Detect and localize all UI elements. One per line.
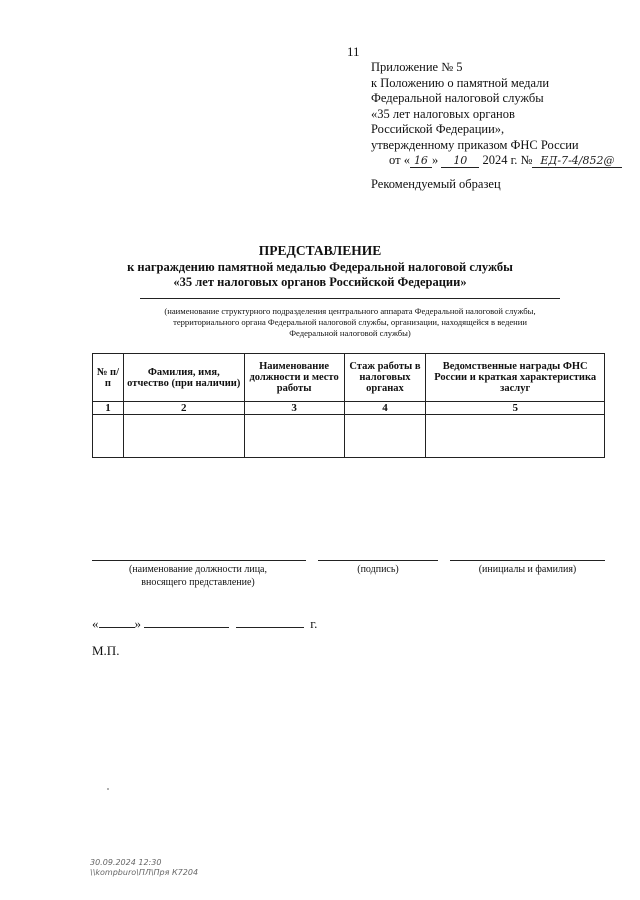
org-name-caption xyxy=(130,306,570,339)
date-month: 10 xyxy=(441,155,479,168)
table-cell[interactable] xyxy=(344,415,426,458)
month-blank[interactable] xyxy=(144,615,229,628)
year-blank[interactable] xyxy=(236,615,304,628)
date-close-quote: » xyxy=(134,616,141,631)
date-prefix: от xyxy=(389,153,401,167)
name-signature-line xyxy=(450,560,605,561)
col-header-position: Наименование должности и место работы xyxy=(244,354,344,402)
col-number: 4 xyxy=(344,402,426,415)
doc-title: ПРЕДСТАВЛЕНИЕ xyxy=(258,243,382,258)
footer-path: \\kompburo\ПЛ\Пря К7204 xyxy=(90,868,199,877)
table-cell[interactable] xyxy=(426,415,605,458)
appendix-block xyxy=(371,60,622,169)
col-header-number: № п/п xyxy=(93,354,124,402)
col-number: 3 xyxy=(244,402,344,415)
col-header-awards: Ведомственные награды ФНС России и краткая характеристика заслуг xyxy=(426,354,605,402)
appendix-line: Приложение № 5 xyxy=(371,60,463,74)
submission-date-line xyxy=(92,615,317,632)
org-caption-line: территориального органа Федеральной налоговой службы, организации, находящейся в ведении xyxy=(173,317,527,327)
signature-line xyxy=(318,560,438,561)
doc-subtitle-1: к награждению памятной медалью Федеральной налоговой службы xyxy=(127,260,513,274)
col-number: 5 xyxy=(426,402,605,415)
date-open-quote: « xyxy=(92,616,99,631)
position-signature-line xyxy=(92,560,306,561)
table-cell[interactable] xyxy=(93,415,124,458)
name-caption: (инициалы и фамилия) xyxy=(478,564,577,575)
number-prefix: г. № xyxy=(510,153,533,167)
day-blank[interactable] xyxy=(99,615,135,628)
table-cell[interactable] xyxy=(244,415,344,458)
appendix-line: Российской Федерации», xyxy=(371,122,505,136)
org-caption-line: (наименование структурного подразделения центрального аппарата Федеральной налоговой службы, xyxy=(164,306,536,316)
col-header-name: Фамилия, имя, отчество (при наличии) xyxy=(123,354,244,402)
stamp-place: М.П. xyxy=(92,643,120,658)
nominee-table xyxy=(92,353,605,458)
org-caption-line: Федеральной налоговой службы) xyxy=(289,328,411,338)
appendix-line: утвержденному приказом ФНС России xyxy=(371,137,579,152)
signature-caption: (подпись) xyxy=(357,564,399,575)
appendix-line: к Положению о памятной медали xyxy=(371,75,550,90)
col-number: 1 xyxy=(93,402,124,415)
col-header-experience: Стаж работы в налоговых органах xyxy=(344,354,426,402)
recommended-sample: Рекомендуемый образец xyxy=(371,177,501,191)
doc-subtitle-2: «35 лет налоговых органов Российской Федерации» xyxy=(173,275,467,289)
table-cell[interactable] xyxy=(123,415,244,458)
org-name-line xyxy=(140,298,560,299)
page-number: 11 xyxy=(347,44,360,59)
table-row xyxy=(93,415,605,458)
order-date-line: от « 16 » 10 2024 г. № ЕД-7-4/852@ xyxy=(371,153,622,169)
scan-speck xyxy=(107,788,109,790)
appendix-line: «35 лет налоговых органов xyxy=(371,106,515,121)
col-number: 2 xyxy=(123,402,244,415)
year-suffix: г. xyxy=(310,616,318,631)
date-day: 16 xyxy=(410,155,432,168)
position-caption: (наименование должности лица, вносящего представление) xyxy=(128,564,267,588)
date-year: 2024 xyxy=(482,153,508,167)
appendix-line: Федеральной налоговой службы xyxy=(371,91,544,105)
order-number: ЕД-7-4/852@ xyxy=(532,155,622,168)
print-footer xyxy=(90,858,198,878)
footer-timestamp: 30.09.2024 12:30 xyxy=(90,858,162,867)
